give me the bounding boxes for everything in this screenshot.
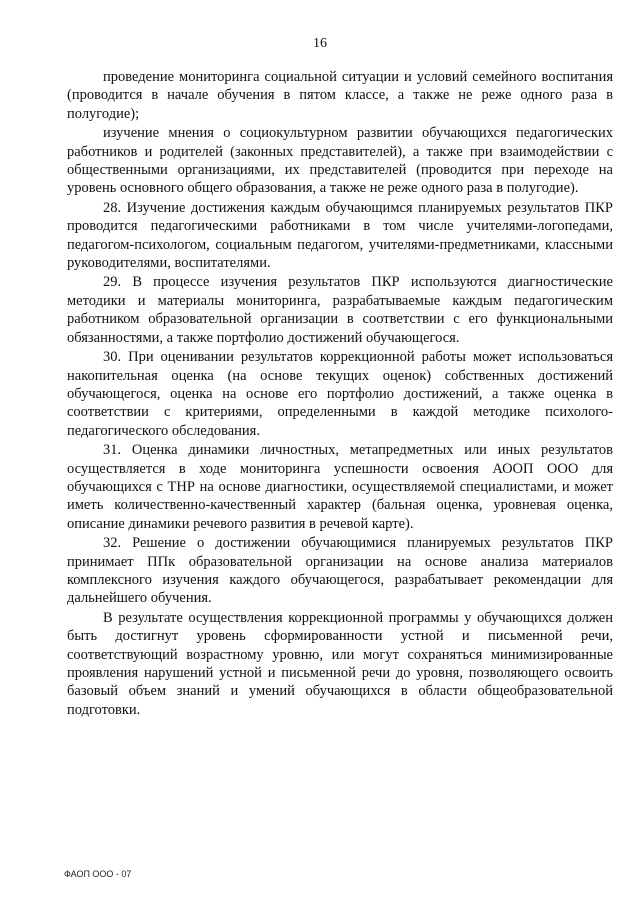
paragraph-result: В результате осуществления коррекционной программы у обучающихся должен быть достигнут уровень сформированности устной и письменной речи, соответствующий возрастному уровню, или могут сохраняться минимизированные проявления нарушений устной и письменной речи до уровня, позволяющего освоить базовый объем знаний и умений обучающихся в области общеобразовательной подготовки. xyxy=(67,609,613,718)
paragraph-monitoring: проведение мониторинга социальной ситуации и условий семейного воспитания (проводится в начале обучения в пятом классе, а также не реже одного раза в полугодие); xyxy=(67,69,613,122)
page-number: 16 xyxy=(313,36,327,51)
paragraph-29: 29. В процессе изучения результатов ПКР используются диагностические методики и материалы мониторинга, разрабатываемые каждым педагогическим работником образовательной организации в соответствии с его функциональными обязанностями, а также портфолио достижений обучающегося. xyxy=(67,274,613,346)
paragraph-28: 28. Изучение достижения каждым обучающимся планируемых результатов ПКР проводится педагогическими работниками в том числе учителями-логопедами, педагогом-психологом, социальным педагогом, учителями-предметниками, классными руководителями, воспитателями. xyxy=(67,199,613,272)
paragraph-32: 32. Решение о достижении обучающимися планируемых результатов ПКР принимает ППк образовательной организации на основе анализа материалов комплексного изучения каждого обучающегося, разрабатывает рекомендации для дальнейшего обучения. xyxy=(67,535,613,607)
paragraph-30: 30. При оценивании результатов коррекционной работы может использоваться накопительная оценка (на основе текущих оценок) собственных достижений обучающегося, оценка на основе его портфолио достижений, а также оценка в соответствии с критериями, определенными в каждой методике психолого-педагогического обследования. xyxy=(67,349,613,439)
footer-document-code: ФАОП ООО - 07 xyxy=(64,869,132,879)
paragraph-31: 31. Оценка динамики личностных, метапредметных или иных результатов осуществляется в ходе мониторинга успешности освоения АООП ООО для обучающихся с ТНР на основе диагностики, осуществляемой специалистами, и может иметь количественно-качественный характер (бальная оценка, уровневая оценка, описание динамики речевого развития в речевой карте). xyxy=(67,442,613,532)
document-body xyxy=(67,68,613,719)
paragraph-opinion-study: изучение мнения о социокультурном развитии обучающихся педагогических работников и родителей (законных представителей), а также при взаимодействии с общественными организациями, их представителей (проводится при переходе на уровень основного общего образования, а также не реже одного раза в полугодие). xyxy=(67,125,613,197)
